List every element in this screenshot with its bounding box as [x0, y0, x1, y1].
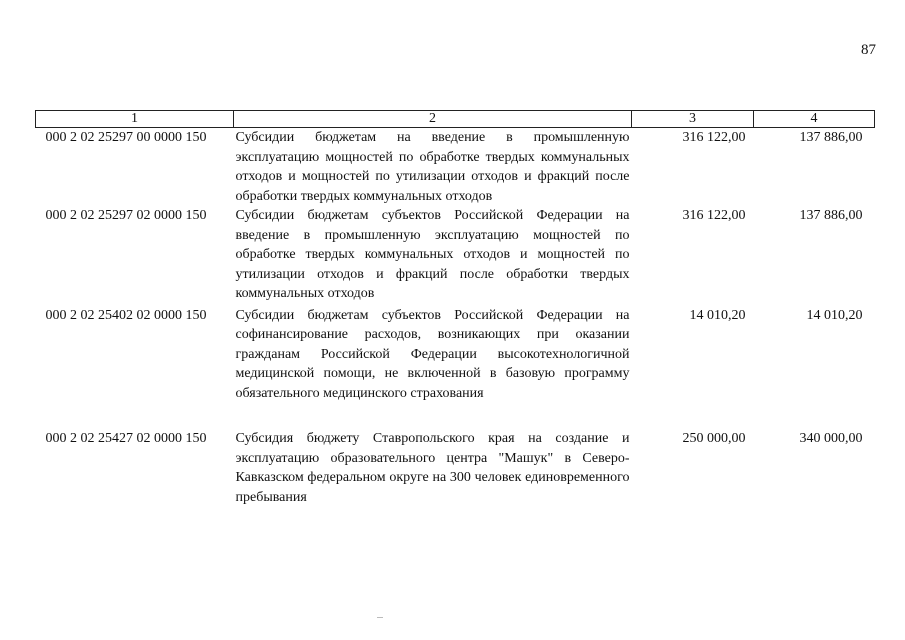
column-header-3: 3: [632, 111, 754, 128]
amount-col3-cell: 250 000,00: [682, 431, 746, 446]
table-header: [36, 111, 875, 128]
table-row: [36, 206, 875, 304]
description-cell: Субсидия бюджету Ставропольского края на создание и эксплуатацию образовательного центра "Машук" в Северо-Кавказском федеральном округе на 300 человек единовременного пребывания: [235, 431, 630, 505]
amount-col4-cell: 137 886,00: [799, 130, 863, 145]
amount-col3-cell: 14 010,20: [689, 307, 746, 323]
budget-code-cell: 000 2 02 25427 02 0000 150: [45, 431, 207, 446]
amount-col3-cell: 316 122,00: [682, 130, 746, 145]
amount-col4-cell: 340 000,00: [799, 431, 863, 446]
scan-artifact: [377, 617, 383, 618]
budget-code-cell: 000 2 02 25297 02 0000 150: [45, 208, 207, 223]
table-row: [36, 128, 875, 207]
page-number: 87: [861, 42, 876, 58]
budget-table: [35, 110, 875, 507]
amount-col4-cell: 137 886,00: [799, 208, 863, 223]
column-header-4: 4: [754, 111, 875, 128]
column-header-1: 1: [36, 111, 234, 128]
description-cell: Субсидии бюджетам субъектов Российской Федерации на софинансирование расходов, возникающих при оказании гражданам Российской Федерации высокотехнологичной медицинской помощи, не включенной в базовую программу обязательного медицинского страхования: [235, 307, 630, 401]
budget-code-cell: 000 2 02 25297 00 0000 150: [45, 130, 207, 145]
amount-col4-cell: 14 010,20: [806, 307, 863, 323]
table-body: [36, 128, 875, 508]
column-header-2: 2: [234, 111, 632, 128]
table-row: [36, 304, 875, 428]
table-row: [36, 427, 875, 507]
budget-code-cell: 000 2 02 25402 02 0000 150: [45, 307, 207, 323]
description-cell: Субсидии бюджетам на введение в промышленную эксплуатацию мощностей по обработке твердых коммунальных отходов и мощностей по утилизации отходов и фракций после обработки твердых коммунальных отходов: [235, 130, 630, 204]
amount-col3-cell: 316 122,00: [682, 208, 746, 223]
description-cell: Субсидии бюджетам субъектов Российской Федерации на введение в промышленную эксплуатацию мощностей по обработке твердых коммунальных отходов и мощностей по утилизации отходов и фракций после обработки твердых коммунальных отходов: [235, 208, 630, 301]
header-row: [36, 111, 875, 128]
